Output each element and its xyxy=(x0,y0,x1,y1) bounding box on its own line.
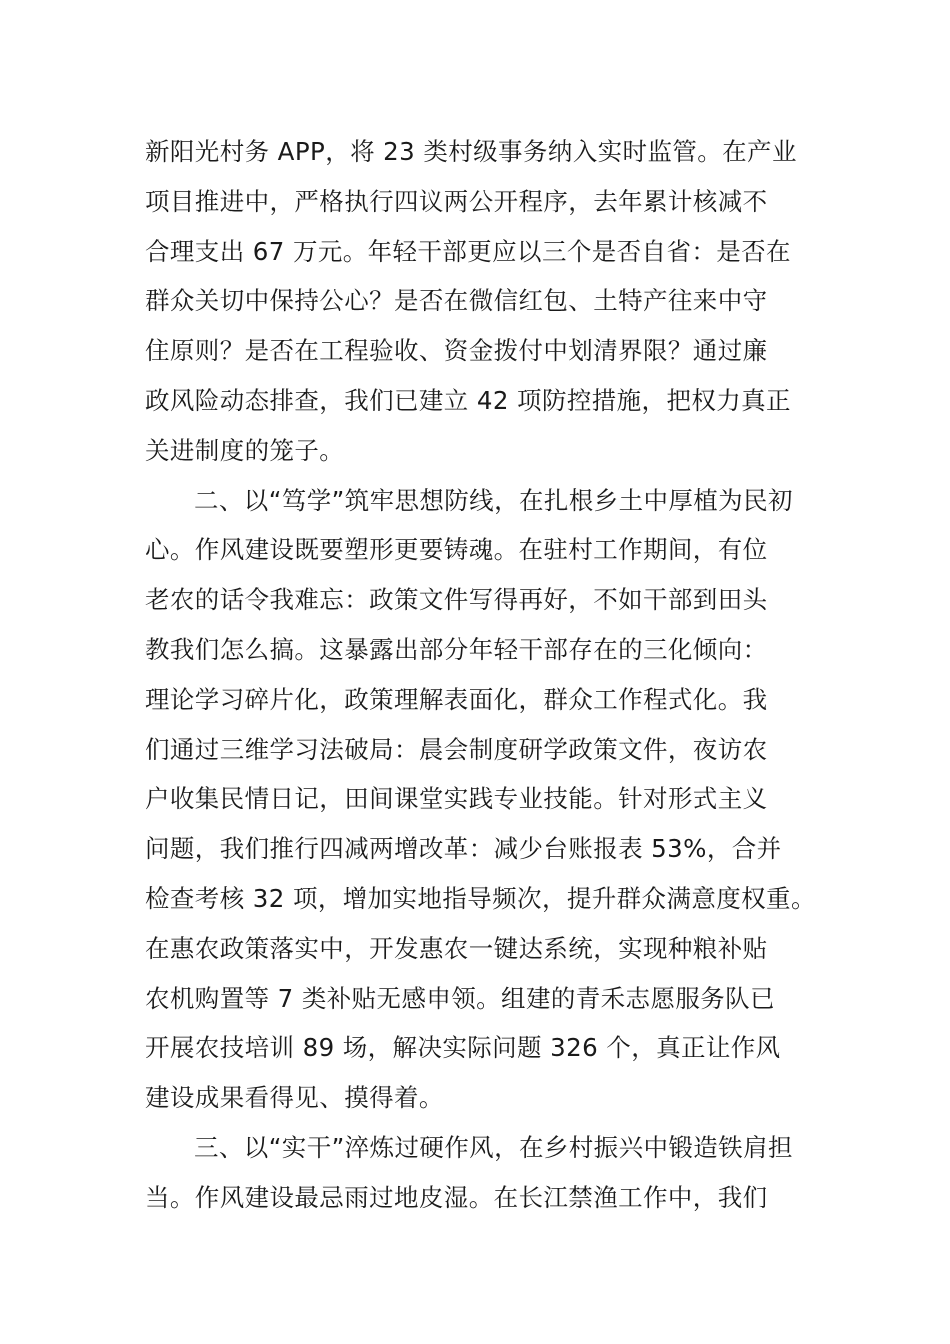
text-line: 新阳光村务 APP，将 23 类村级事务纳入实时监管。在产业 xyxy=(145,137,797,166)
text-line: 问题，我们推行四减两增改革：减少台账报表 53%，合并 xyxy=(145,834,782,864)
text-line: 心。作风建设既要塑形更要铸魂。在驻村工作期间，有位 xyxy=(145,535,768,565)
text-line: 户收集民情日记，田间课堂实践专业技能。针对形式主义 xyxy=(145,784,768,814)
text-line: 合理支出 67 万元。年轻干部更应以三个是否自省：是否在 xyxy=(145,236,791,266)
text-line: 建设成果看得见、摸得着。 xyxy=(145,1083,444,1113)
text-line: 项目推进中，严格执行四议两公开程序，去年累计核减不 xyxy=(145,186,768,216)
text-line: 教我们怎么搞。这暴露出部分年轻干部存在的三化倾向： xyxy=(145,634,768,664)
text-line: 理论学习碎片化，政策理解表面化，群众工作程式化。我 xyxy=(145,684,768,714)
text-line: 住原则？是否在工程验收、资金拨付中划清界限？通过廉 xyxy=(145,336,768,366)
paragraph-first-line: 二、以“笃学”筑牢思想防线，在扎根乡土中厚植为民初 xyxy=(194,485,793,515)
text-line: 农机购置等 7 类补贴无感申领。组建的青禾志愿服务队已 xyxy=(145,983,775,1013)
text-line: 在惠农政策落实中，开发惠农一键达系统，实现种粮补贴 xyxy=(145,933,768,963)
text-line: 们通过三维学习法破局：晨会制度研学政策文件，夜访农 xyxy=(145,734,768,764)
paragraph-first-line: 三、以“实干”淬炼过硬作风，在乡村振兴中锻造铁肩担 xyxy=(194,1132,793,1162)
text-line: 检查考核 32 项，增加实地指导频次，提升群众满意度权重。 xyxy=(145,883,816,913)
document-body xyxy=(145,127,825,1223)
text-line: 政风险动态排查，我们已建立 42 项防控措施，把权力真正 xyxy=(145,385,791,415)
text-line: 老农的话令我难忘：政策文件写得再好，不如干部到田头 xyxy=(145,585,768,615)
text-line: 当。作风建设最忌雨过地皮湿。在长江禁渔工作中，我们 xyxy=(145,1182,768,1212)
text-line: 群众关切中保持公心？是否在微信红包、土特产往来中守 xyxy=(145,286,768,316)
text-line: 开展农技培训 89 场，解决实际问题 326 个，真正让作风 xyxy=(145,1033,781,1063)
text-line: 关进制度的笼子。 xyxy=(145,435,345,465)
